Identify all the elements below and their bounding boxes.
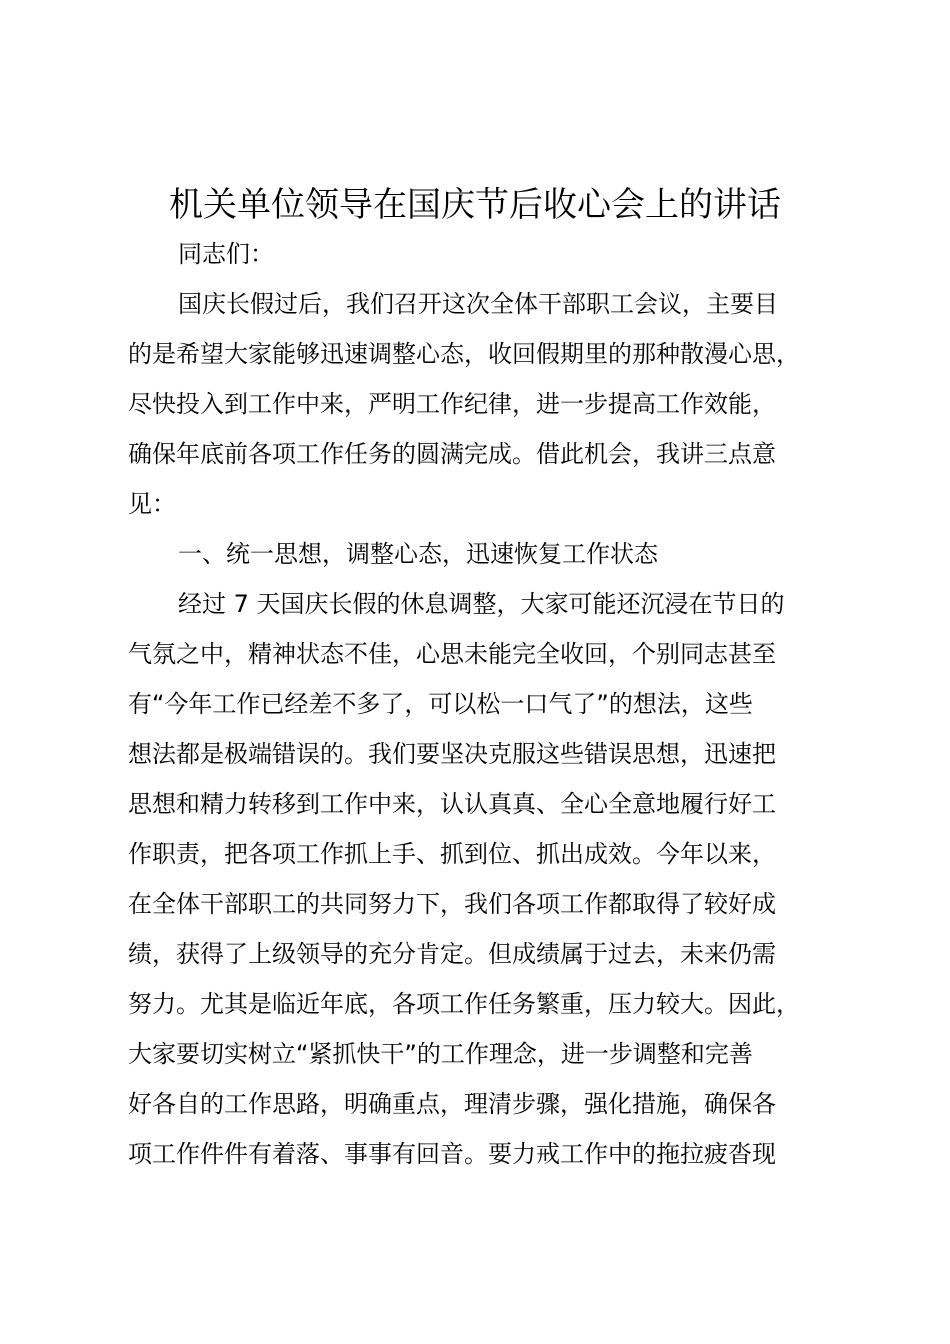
body-line: 的是希望大家能够迅速调整心态，收回假期里的那种散漫心思， bbox=[128, 340, 800, 368]
body-line: 想法都是极端错误的。我们要坚决克服这些错误思想，迅速把 bbox=[128, 740, 776, 768]
body-line: 大家要切实树立“紧抓快干”的工作理念，进一步调整和完善 bbox=[128, 1040, 753, 1068]
body-line: 项工作件件有着落、事事有回音。要力戒工作中的拖拉疲沓现 bbox=[128, 1140, 776, 1168]
body-line: 努力。尤其是临近年底，各项工作任务繁重，压力较大。因此， bbox=[128, 990, 800, 1018]
body-line: 在全体干部职工的共同努力下，我们各项工作都取得了较好成 bbox=[128, 890, 776, 918]
body-line: 见： bbox=[128, 490, 176, 518]
body-line: 国庆长假过后，我们召开这次全体干部职工会议，主要目 bbox=[178, 290, 778, 318]
body-line: 确保年底前各项工作任务的圆满完成。借此机会，我讲三点意 bbox=[128, 440, 776, 468]
document-title: 机关单位领导在国庆节后收心会上的讲话 bbox=[169, 185, 781, 225]
body-line: 好各自的工作思路，明确重点，理清步骤，强化措施，确保各 bbox=[128, 1090, 776, 1118]
salutation-line: 同志们： bbox=[178, 240, 274, 268]
body-line: 气氛之中，精神状态不佳，心思未能完全收回，个别同志甚至 bbox=[128, 640, 776, 668]
section-heading: 一、统一思想，调整心态，迅速恢复工作状态 bbox=[178, 540, 658, 568]
body-line: 作职责，把各项工作抓上手、抓到位、抓出成效。今年以来， bbox=[128, 840, 776, 868]
body-line: 尽快投入到工作中来，严明工作纪律，进一步提高工作效能， bbox=[128, 390, 776, 418]
body-line: 经过 7 天国庆长假的休息调整，大家可能还沉浸在节日的 bbox=[178, 590, 785, 618]
body-line: 绩，获得了上级领导的充分肯定。但成绩属于过去，未来仍需 bbox=[128, 940, 776, 968]
body-line: 思想和精力转移到工作中来，认认真真、全心全意地履行好工 bbox=[128, 790, 776, 818]
body-line: 有“今年工作已经差不多了，可以松一口气了”的想法，这些 bbox=[128, 690, 753, 718]
